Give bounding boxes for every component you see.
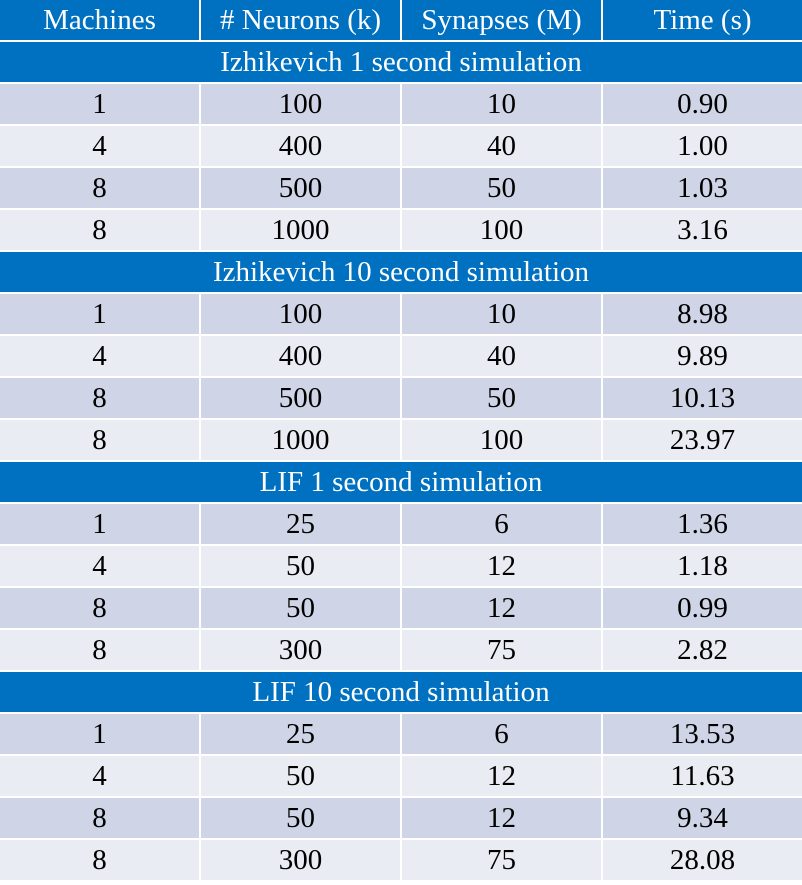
- cell-synapses: 50: [401, 377, 602, 419]
- cell-machines: 8: [0, 587, 200, 629]
- table-row: [0, 545, 802, 587]
- cell-synapses: 12: [401, 755, 602, 797]
- cell-synapses: 10: [401, 293, 602, 335]
- table-row: [0, 419, 802, 461]
- cell-synapses: 100: [401, 419, 602, 461]
- cell-synapses: 12: [401, 797, 602, 839]
- table-row: [0, 503, 802, 545]
- cell-synapses: 6: [401, 503, 602, 545]
- cell-neurons: 50: [200, 797, 401, 839]
- cell-time: 3.16: [602, 209, 802, 251]
- cell-neurons: 25: [200, 713, 401, 755]
- cell-time: 1.00: [602, 125, 802, 167]
- cell-machines: 8: [0, 167, 200, 209]
- section-title: LIF 1 second simulation: [0, 461, 802, 503]
- cell-synapses: 50: [401, 167, 602, 209]
- table-body: [0, 41, 802, 881]
- cell-synapses: 40: [401, 335, 602, 377]
- cell-machines: 1: [0, 293, 200, 335]
- cell-neurons: 100: [200, 293, 401, 335]
- table-row: [0, 209, 802, 251]
- cell-time: 0.99: [602, 587, 802, 629]
- cell-neurons: 1000: [200, 419, 401, 461]
- cell-synapses: 75: [401, 629, 602, 671]
- column-header-time: Time (s): [602, 0, 802, 41]
- section-title: Izhikevich 10 second simulation: [0, 251, 802, 293]
- cell-time: 1.18: [602, 545, 802, 587]
- table-row: [0, 293, 802, 335]
- column-header-neurons: # Neurons (k): [200, 0, 401, 41]
- cell-machines: 8: [0, 839, 200, 881]
- cell-synapses: 12: [401, 545, 602, 587]
- cell-synapses: 10: [401, 83, 602, 125]
- cell-time: 8.98: [602, 293, 802, 335]
- cell-machines: 4: [0, 125, 200, 167]
- table-row: [0, 629, 802, 671]
- table-row: [0, 755, 802, 797]
- cell-neurons: 400: [200, 125, 401, 167]
- section-title: Izhikevich 1 second simulation: [0, 41, 802, 83]
- cell-time: 9.89: [602, 335, 802, 377]
- cell-machines: 8: [0, 629, 200, 671]
- table-row: [0, 839, 802, 881]
- cell-machines: 8: [0, 209, 200, 251]
- cell-neurons: 400: [200, 335, 401, 377]
- section-header-row: [0, 671, 802, 713]
- cell-time: 1.36: [602, 503, 802, 545]
- cell-neurons: 50: [200, 545, 401, 587]
- cell-time: 2.82: [602, 629, 802, 671]
- column-header-machines: Machines: [0, 0, 200, 41]
- section-header-row: [0, 41, 802, 83]
- table-row: [0, 167, 802, 209]
- cell-machines: 4: [0, 335, 200, 377]
- cell-synapses: 40: [401, 125, 602, 167]
- cell-time: 1.03: [602, 167, 802, 209]
- cell-neurons: 500: [200, 377, 401, 419]
- cell-neurons: 300: [200, 839, 401, 881]
- cell-time: 10.13: [602, 377, 802, 419]
- cell-machines: 8: [0, 797, 200, 839]
- cell-machines: 4: [0, 755, 200, 797]
- cell-neurons: 1000: [200, 209, 401, 251]
- cell-machines: 1: [0, 713, 200, 755]
- cell-machines: 4: [0, 545, 200, 587]
- cell-synapses: 100: [401, 209, 602, 251]
- cell-time: 11.63: [602, 755, 802, 797]
- cell-neurons: 500: [200, 167, 401, 209]
- table-row: [0, 713, 802, 755]
- section-title: LIF 10 second simulation: [0, 671, 802, 713]
- cell-machines: 8: [0, 419, 200, 461]
- cell-time: 23.97: [602, 419, 802, 461]
- cell-time: 9.34: [602, 797, 802, 839]
- cell-synapses: 75: [401, 839, 602, 881]
- table-row: [0, 797, 802, 839]
- table-row: [0, 377, 802, 419]
- section-header-row: [0, 251, 802, 293]
- cell-neurons: 100: [200, 83, 401, 125]
- section-header-row: [0, 461, 802, 503]
- cell-neurons: 50: [200, 755, 401, 797]
- cell-neurons: 300: [200, 629, 401, 671]
- table-row: [0, 83, 802, 125]
- cell-time: 28.08: [602, 839, 802, 881]
- cell-time: 13.53: [602, 713, 802, 755]
- cell-time: 0.90: [602, 83, 802, 125]
- cell-machines: 1: [0, 83, 200, 125]
- table-row: [0, 335, 802, 377]
- cell-machines: 1: [0, 503, 200, 545]
- cell-neurons: 50: [200, 587, 401, 629]
- table-row: [0, 587, 802, 629]
- cell-neurons: 25: [200, 503, 401, 545]
- cell-machines: 8: [0, 377, 200, 419]
- table-row: [0, 125, 802, 167]
- cell-synapses: 6: [401, 713, 602, 755]
- table-header-row: [0, 0, 802, 41]
- cell-synapses: 12: [401, 587, 602, 629]
- column-header-synapses: Synapses (M): [401, 0, 602, 41]
